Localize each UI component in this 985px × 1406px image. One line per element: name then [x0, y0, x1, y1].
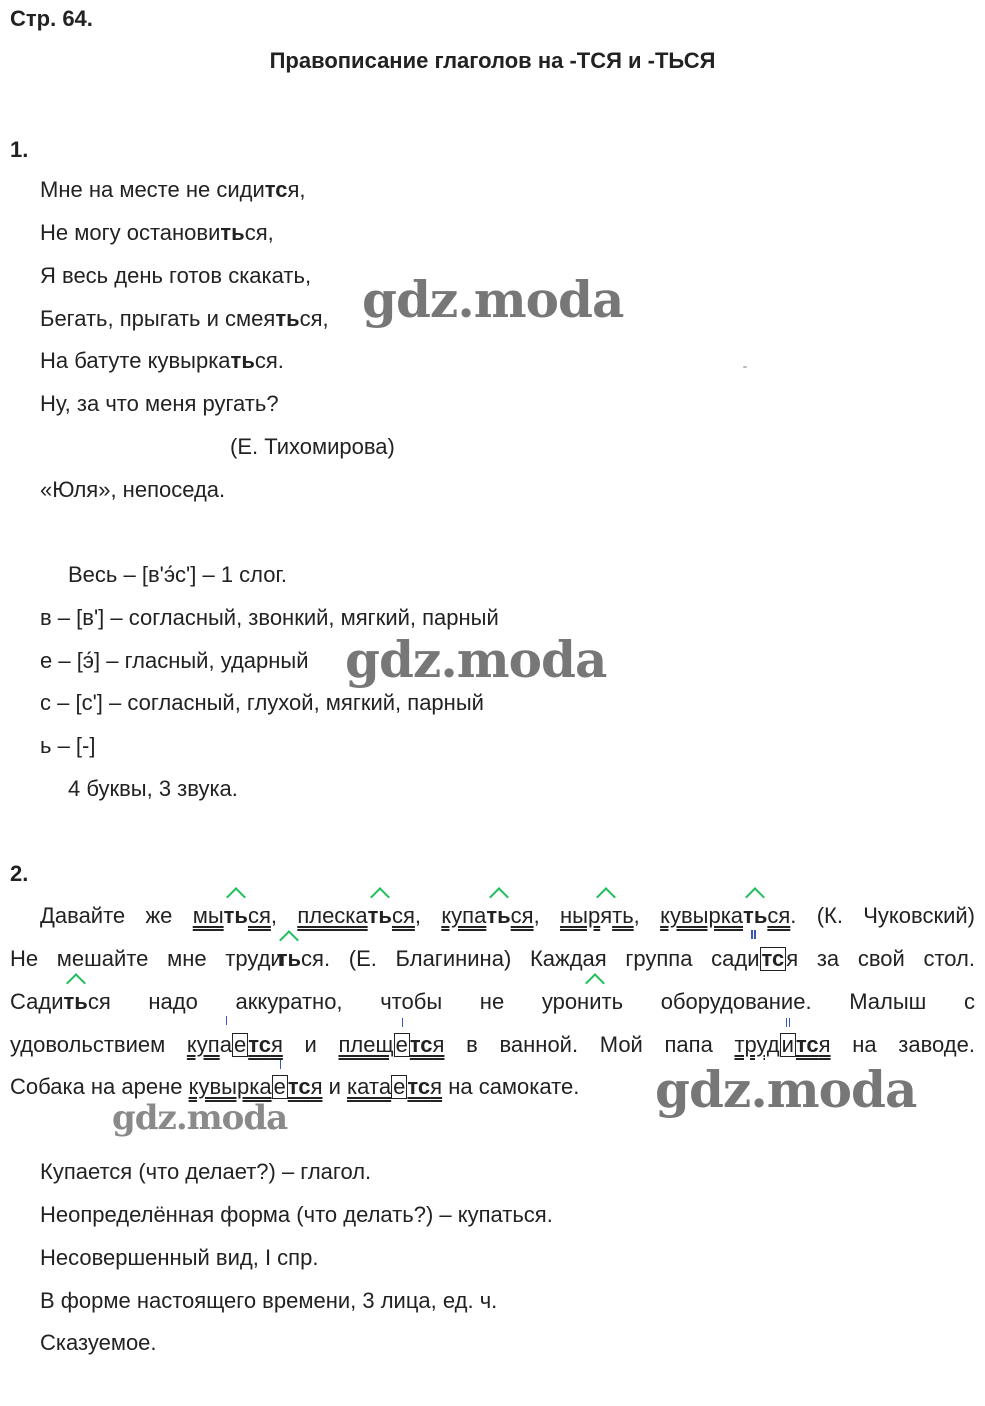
verb-kupatsya: купаться: [441, 903, 534, 928]
ending-box: е: [273, 1074, 286, 1099]
morph-line-2: Неопределённая форма (что делать?) – купаться.: [40, 1202, 553, 1227]
ending-box: тс: [761, 946, 785, 971]
task-1-answer: «Юля», непоседа.: [40, 477, 226, 502]
phonetic-line-2: е – [э́] – гласный, ударный: [40, 648, 309, 673]
task-2-number: 2.: [10, 861, 29, 886]
poem-line-2: Не могу остановиться,: [40, 220, 274, 245]
ending-mark: я: [600, 903, 613, 928]
phonetic-line-1: в – [в'] – согласный, звонкий, мягкий, парный: [40, 605, 499, 630]
poem-line-5: На батуте кувыркаться.: [40, 348, 284, 373]
verb-truditsya: трудится: [734, 1032, 831, 1057]
phonetic-summary: 4 буквы, 3 звука.: [68, 776, 238, 801]
ending-mark: ть: [367, 903, 392, 928]
phonetic-word: Весь – [в'э́с'] – 1 слог.: [68, 562, 287, 587]
task-2-row-4: удовольствием купается и плещется в ванной. Мой папа трудится на заводе.: [10, 1032, 975, 1057]
morph-line-1: Купается (что делает?) – глагол.: [40, 1159, 372, 1184]
ending-mark: ть: [63, 989, 88, 1014]
ending-mark: и: [589, 989, 602, 1014]
poem-line-1: Мне на месте не сидится,: [40, 177, 306, 202]
ending-mark: ть: [223, 903, 248, 928]
speck: [743, 366, 747, 368]
task-2-row-3: Садиться надо аккуратно, чтобы не уронить оборудование. Малыш с: [10, 989, 975, 1014]
task-2-row-1: Давайте же мыться, плескаться, купаться, нырять, кувыркаться. (К. Чуковский): [40, 903, 975, 928]
poem-author: (Е. Тихомирова): [230, 434, 395, 459]
watermark-logo: gdz.moda: [362, 270, 624, 329]
task-1-number: 1.: [10, 137, 29, 162]
verb-kuvyrkaetsya: кувыркается: [188, 1074, 323, 1099]
verb-mytsya: мыться: [192, 903, 271, 928]
poem-line-3: Я весь день готов скакать,: [40, 263, 312, 288]
page-reference: Стр. 64.: [10, 6, 93, 31]
verb-kuvyrkatsya: кувыркаться: [660, 903, 791, 928]
task-2-row-5: Собака на арене кувыркается и катaется на самокате.: [10, 1074, 580, 1099]
conjugation-mark: и: [747, 946, 760, 971]
conjugation-mark: а: [219, 1032, 232, 1057]
ending-mark: ть: [743, 903, 768, 928]
verb-kataetsya: катaется: [347, 1074, 443, 1099]
watermark-logo: gdz.moda: [345, 630, 607, 689]
ending-mark: ть: [486, 903, 511, 928]
phonetic-line-3: с – [с'] – согласный, глухой, мягкий, парный: [40, 690, 484, 715]
poem-line-6: Ну, за что меня ругать?: [40, 391, 279, 416]
ending-box: е: [395, 1032, 408, 1057]
morph-line-5: Сказуемое.: [40, 1330, 157, 1355]
verb-nyryat: нырять: [560, 903, 634, 928]
phonetic-line-4: ь – [-]: [40, 733, 96, 758]
verb-kupaetsya: купается: [186, 1032, 283, 1057]
poem-line-4: Бегать, прыгать и смеяться,: [40, 306, 329, 331]
ending-box: и: [781, 1032, 794, 1057]
lesson-title: Правописание глаголов на -ТСЯ и -ТЬСЯ: [269, 48, 716, 73]
watermark-logo: gdz.moda: [655, 1060, 917, 1119]
ending-box: е: [393, 1074, 406, 1099]
verb-pleskatsya: плескаться: [297, 903, 415, 928]
verb-pleschetsya: плещется: [338, 1032, 445, 1057]
task-2-row-2: Не мешайте мне трудиться. (Е. Благинина) Каждая группа садится за свой стол.: [10, 946, 975, 971]
watermark-logo: gdz.moda: [112, 1098, 288, 1138]
ending-mark: ть: [276, 946, 302, 971]
ending-box: е: [233, 1032, 247, 1057]
morph-line-4: В форме настоящего времени, 3 лица, ед. ч.: [40, 1288, 498, 1313]
morph-line-3: Несовершенный вид, I спр.: [40, 1245, 319, 1270]
